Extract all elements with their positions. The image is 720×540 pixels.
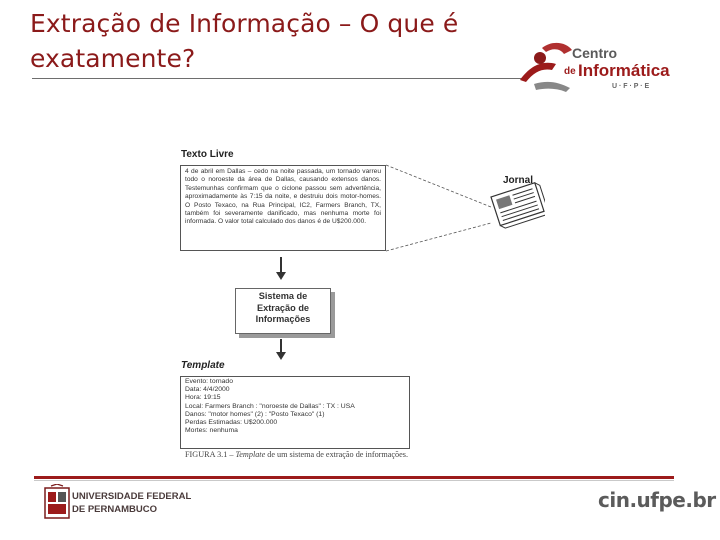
newspaper-icon	[491, 182, 545, 230]
arrow-down-icon	[276, 352, 286, 360]
figure-caption	[185, 450, 525, 459]
caption-rest: de um sistema de extração de informações.	[265, 450, 408, 459]
system-line-1: Sistema de	[258, 291, 308, 301]
logo-de-text: de	[564, 66, 576, 77]
system-line-3: Informações	[255, 314, 311, 324]
callout-lines	[175, 145, 545, 275]
arrow-shaft-1	[280, 257, 282, 273]
slide-title	[30, 6, 540, 76]
logo-centro-text: Centro	[572, 45, 618, 61]
ufpe-name	[72, 490, 191, 516]
texto-livre-label: Texto Livre	[181, 149, 234, 160]
title-underline	[32, 78, 522, 79]
template-row: Mortes: nenhuma	[185, 427, 238, 435]
extraction-figure	[175, 145, 545, 465]
ufpe-line-1: UNIVERSIDADE FEDERAL	[72, 491, 192, 502]
template-row: Local: Farmers Branch : "noroeste de Dallas" : TX : USA	[185, 402, 355, 410]
template-row: Hora: 19:15	[185, 394, 221, 402]
template-row: Danos: "motor homes" (2) : "Posto Texaco" (1)	[185, 410, 325, 418]
system-line-2: Extração de	[256, 302, 310, 313]
ufpe-crest-icon	[42, 484, 72, 522]
extraction-system-box	[235, 288, 331, 334]
template-row: Perdas Estimadas: U$200.000	[185, 419, 278, 427]
centro-de-informatica-logo	[512, 36, 682, 96]
footer-rule	[34, 476, 674, 479]
template-label: Template	[181, 360, 225, 371]
caption-italic: Template	[235, 450, 266, 459]
logo-ufpe-text: U · F · P · E	[612, 83, 650, 90]
ufpe-line-2: DE PERNAMBUCO	[72, 504, 157, 515]
arrow-down-icon	[276, 272, 286, 280]
slide-title-line-1: Extração de Informação – O que é	[30, 9, 459, 38]
caption-prefix: FIGURA 3.1 –	[185, 450, 236, 459]
cin-url: cin.ufpe.br	[598, 488, 716, 512]
template-row: Evento: tornado	[185, 378, 233, 385]
slide-title-line-2: exatamente?	[30, 44, 196, 73]
texto-livre-body: 4 de abril em Dallas – cedo na noite passada, um tornado varreu todo o noroeste da área de Dallas, causando extensos danos. Testemunhas confirmam que o ciclone passou sem advertência, aproximadamente às 7:15 da noite, e destruiu dois motor-homes. O Posto Texaco, na Rua Principal, IC2, Farmers Branch, TX, também foi severamente danificado, mas nenhuma morte foi informada. O valor total calculado dos danos é de U$200.000.	[185, 168, 381, 226]
arrow-shaft-2	[280, 339, 282, 353]
footer-rule-secondary	[34, 480, 674, 481]
jornal-label: Jornal	[503, 175, 534, 186]
template-box	[180, 376, 410, 449]
logo-informatica-text: Informática	[578, 61, 670, 80]
template-row: Data: 4/4/2000	[185, 386, 230, 394]
